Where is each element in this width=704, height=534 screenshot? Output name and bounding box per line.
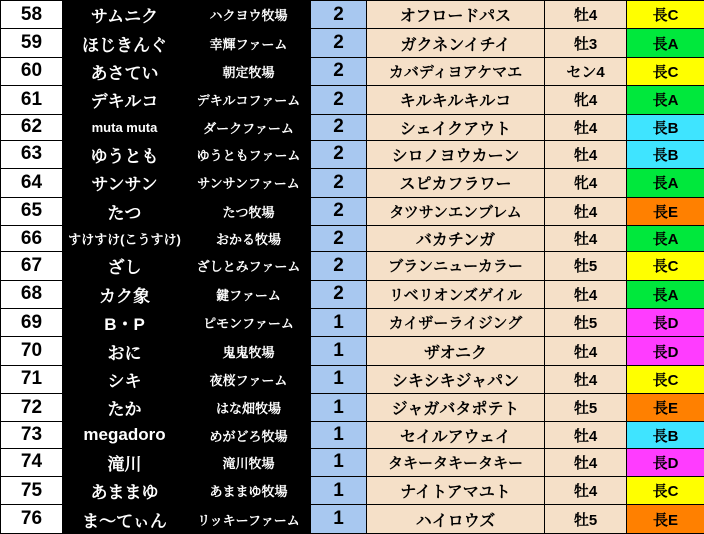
cell-owner-name: たつ	[63, 197, 187, 225]
cell-sex-age: 牡3	[545, 29, 627, 57]
cell-owner-name: ま〜てぃん	[63, 505, 187, 534]
table-row	[1, 337, 704, 365]
cell-grade-badge: 長A	[627, 225, 704, 251]
cell-horse-name: ナイトアマユト	[367, 477, 545, 505]
cell-horse-name: スピカフラワー	[367, 169, 545, 197]
cell-owner-name: おに	[63, 337, 187, 365]
table-row	[1, 140, 704, 168]
cell-owner-name: すけすけ(こうすけ)	[63, 225, 187, 251]
cell-entry-count: 2	[311, 1, 367, 29]
cell-farm-name: ざしとみファーム	[187, 252, 311, 280]
cell-horse-name: キルキルキルコ	[367, 86, 545, 114]
cell-entry-count: 1	[311, 337, 367, 365]
cell-entry-number: 76	[1, 505, 63, 534]
cell-grade-badge: 長A	[627, 280, 704, 308]
cell-entry-count: 2	[311, 197, 367, 225]
table-row	[1, 225, 704, 251]
cell-farm-name: あままゆ牧場	[187, 477, 311, 505]
cell-horse-name: ザオニク	[367, 337, 545, 365]
cell-entry-count: 1	[311, 308, 367, 336]
cell-farm-name: ゆうともファーム	[187, 140, 311, 168]
cell-farm-name: めがどろ牧場	[187, 422, 311, 448]
cell-grade-badge: 長A	[627, 169, 704, 197]
cell-entry-count: 2	[311, 252, 367, 280]
cell-entry-count: 1	[311, 422, 367, 448]
cell-owner-name: ざし	[63, 252, 187, 280]
cell-grade-badge: 長C	[627, 1, 704, 29]
cell-horse-name: カバディヨアケマエ	[367, 57, 545, 85]
table-row	[1, 197, 704, 225]
cell-entry-count: 2	[311, 169, 367, 197]
cell-farm-name: 夜桜ファーム	[187, 365, 311, 393]
table-row	[1, 477, 704, 505]
cell-sex-age: 牝4	[545, 86, 627, 114]
cell-grade-badge: 長D	[627, 308, 704, 336]
table-row	[1, 1, 704, 29]
cell-entry-number: 61	[1, 86, 63, 114]
cell-entry-count: 2	[311, 280, 367, 308]
cell-horse-name: タツサンエンブレム	[367, 197, 545, 225]
table-row	[1, 86, 704, 114]
cell-farm-name: ピモンファーム	[187, 308, 311, 336]
cell-entry-number: 64	[1, 169, 63, 197]
table-row	[1, 448, 704, 476]
cell-horse-name: タキータキータキー	[367, 448, 545, 476]
cell-grade-badge: 長B	[627, 140, 704, 168]
cell-grade-badge: 長C	[627, 477, 704, 505]
cell-grade-badge: 長B	[627, 422, 704, 448]
table-row	[1, 422, 704, 448]
cell-owner-name: デキルコ	[63, 86, 187, 114]
table-row	[1, 169, 704, 197]
cell-horse-name: オフロードパス	[367, 1, 545, 29]
cell-horse-name: ハイロウズ	[367, 505, 545, 534]
table-row	[1, 365, 704, 393]
cell-owner-name: ほじきんぐ	[63, 29, 187, 57]
cell-horse-name: シキシキジャパン	[367, 365, 545, 393]
cell-farm-name: ダークファーム	[187, 114, 311, 140]
cell-owner-name: サムニク	[63, 1, 187, 29]
cell-sex-age: 牡4	[545, 1, 627, 29]
cell-entry-number: 73	[1, 422, 63, 448]
cell-entry-number: 68	[1, 280, 63, 308]
cell-owner-name: あままゆ	[63, 477, 187, 505]
cell-entry-number: 71	[1, 365, 63, 393]
table-row	[1, 57, 704, 85]
cell-horse-name: シロノヨウカーン	[367, 140, 545, 168]
cell-sex-age: 牡4	[545, 422, 627, 448]
cell-grade-badge: 長E	[627, 394, 704, 422]
cell-entry-number: 62	[1, 114, 63, 140]
cell-grade-badge: 長E	[627, 197, 704, 225]
cell-entry-count: 1	[311, 448, 367, 476]
cell-farm-name: おかる牧場	[187, 225, 311, 251]
cell-sex-age: 牡4	[545, 365, 627, 393]
cell-sex-age: 牡4	[545, 448, 627, 476]
cell-owner-name: B・P	[63, 308, 187, 336]
cell-sex-age: 牡4	[545, 225, 627, 251]
cell-sex-age: 牡4	[545, 114, 627, 140]
cell-horse-name: ガクネンイチイ	[367, 29, 545, 57]
table-row	[1, 114, 704, 140]
cell-entry-number: 72	[1, 394, 63, 422]
cell-grade-badge: 長D	[627, 337, 704, 365]
cell-grade-badge: 長E	[627, 505, 704, 534]
cell-owner-name: ゆうとも	[63, 140, 187, 168]
cell-entry-number: 58	[1, 1, 63, 29]
cell-grade-badge: 長C	[627, 57, 704, 85]
cell-entry-count: 2	[311, 29, 367, 57]
cell-farm-name: 滝川牧場	[187, 448, 311, 476]
cell-horse-name: ジャガバタポテト	[367, 394, 545, 422]
table-row	[1, 308, 704, 336]
cell-sex-age: 牡5	[545, 308, 627, 336]
cell-sex-age: 牡4	[545, 337, 627, 365]
cell-entry-number: 66	[1, 225, 63, 251]
cell-owner-name: 滝川	[63, 448, 187, 476]
cell-farm-name: はな畑牧場	[187, 394, 311, 422]
cell-entry-number: 59	[1, 29, 63, 57]
table-row	[1, 280, 704, 308]
cell-grade-badge: 長B	[627, 114, 704, 140]
cell-entry-count: 2	[311, 86, 367, 114]
cell-sex-age: 牡5	[545, 505, 627, 534]
table-row	[1, 394, 704, 422]
cell-entry-number: 70	[1, 337, 63, 365]
cell-farm-name: 鬼鬼牧場	[187, 337, 311, 365]
cell-sex-age: 牡5	[545, 394, 627, 422]
cell-entry-count: 2	[311, 140, 367, 168]
cell-horse-name: リベリオンズゲイル	[367, 280, 545, 308]
cell-entry-number: 63	[1, 140, 63, 168]
cell-grade-badge: 長C	[627, 365, 704, 393]
table-row	[1, 505, 704, 534]
cell-entry-count: 2	[311, 57, 367, 85]
cell-owner-name: サンサン	[63, 169, 187, 197]
cell-entry-count: 1	[311, 394, 367, 422]
cell-owner-name: muta muta	[63, 114, 187, 140]
cell-owner-name: シキ	[63, 365, 187, 393]
cell-horse-name: カイザーライジング	[367, 308, 545, 336]
cell-entry-count: 1	[311, 477, 367, 505]
cell-grade-badge: 長D	[627, 448, 704, 476]
cell-owner-name: カク象	[63, 280, 187, 308]
cell-grade-badge: 長A	[627, 86, 704, 114]
cell-farm-name: デキルコファーム	[187, 86, 311, 114]
cell-sex-age: 牝4	[545, 169, 627, 197]
cell-entry-count: 1	[311, 505, 367, 534]
cell-farm-name: 朝定牧場	[187, 57, 311, 85]
cell-farm-name: 鍵ファーム	[187, 280, 311, 308]
cell-farm-name: リッキーファーム	[187, 505, 311, 534]
cell-owner-name: たか	[63, 394, 187, 422]
cell-sex-age: 牡5	[545, 252, 627, 280]
cell-entry-count: 1	[311, 365, 367, 393]
cell-farm-name: たつ牧場	[187, 197, 311, 225]
table-row	[1, 29, 704, 57]
cell-horse-name: シェイクアウト	[367, 114, 545, 140]
cell-grade-badge: 長A	[627, 29, 704, 57]
cell-sex-age: 牡4	[545, 477, 627, 505]
cell-entry-number: 65	[1, 197, 63, 225]
cell-sex-age: 牡4	[545, 197, 627, 225]
cell-entry-number: 69	[1, 308, 63, 336]
cell-horse-name: セイルアウェイ	[367, 422, 545, 448]
cell-sex-age: 牡4	[545, 140, 627, 168]
cell-farm-name: サンサンファーム	[187, 169, 311, 197]
cell-entry-number: 60	[1, 57, 63, 85]
cell-farm-name: 幸輝ファーム	[187, 29, 311, 57]
cell-entry-number: 74	[1, 448, 63, 476]
cell-owner-name: megadoro	[63, 422, 187, 448]
cell-owner-name: あさてい	[63, 57, 187, 85]
cell-entry-number: 75	[1, 477, 63, 505]
cell-horse-name: ブランニューカラー	[367, 252, 545, 280]
cell-grade-badge: 長C	[627, 252, 704, 280]
cell-entry-count: 2	[311, 225, 367, 251]
cell-sex-age: セン4	[545, 57, 627, 85]
cell-sex-age: 牡4	[545, 280, 627, 308]
cell-entry-count: 2	[311, 114, 367, 140]
cell-entry-number: 67	[1, 252, 63, 280]
cell-horse-name: バカチンガ	[367, 225, 545, 251]
entry-table-body	[1, 1, 704, 534]
cell-farm-name: ハクヨウ牧場	[187, 1, 311, 29]
table-row	[1, 252, 704, 280]
